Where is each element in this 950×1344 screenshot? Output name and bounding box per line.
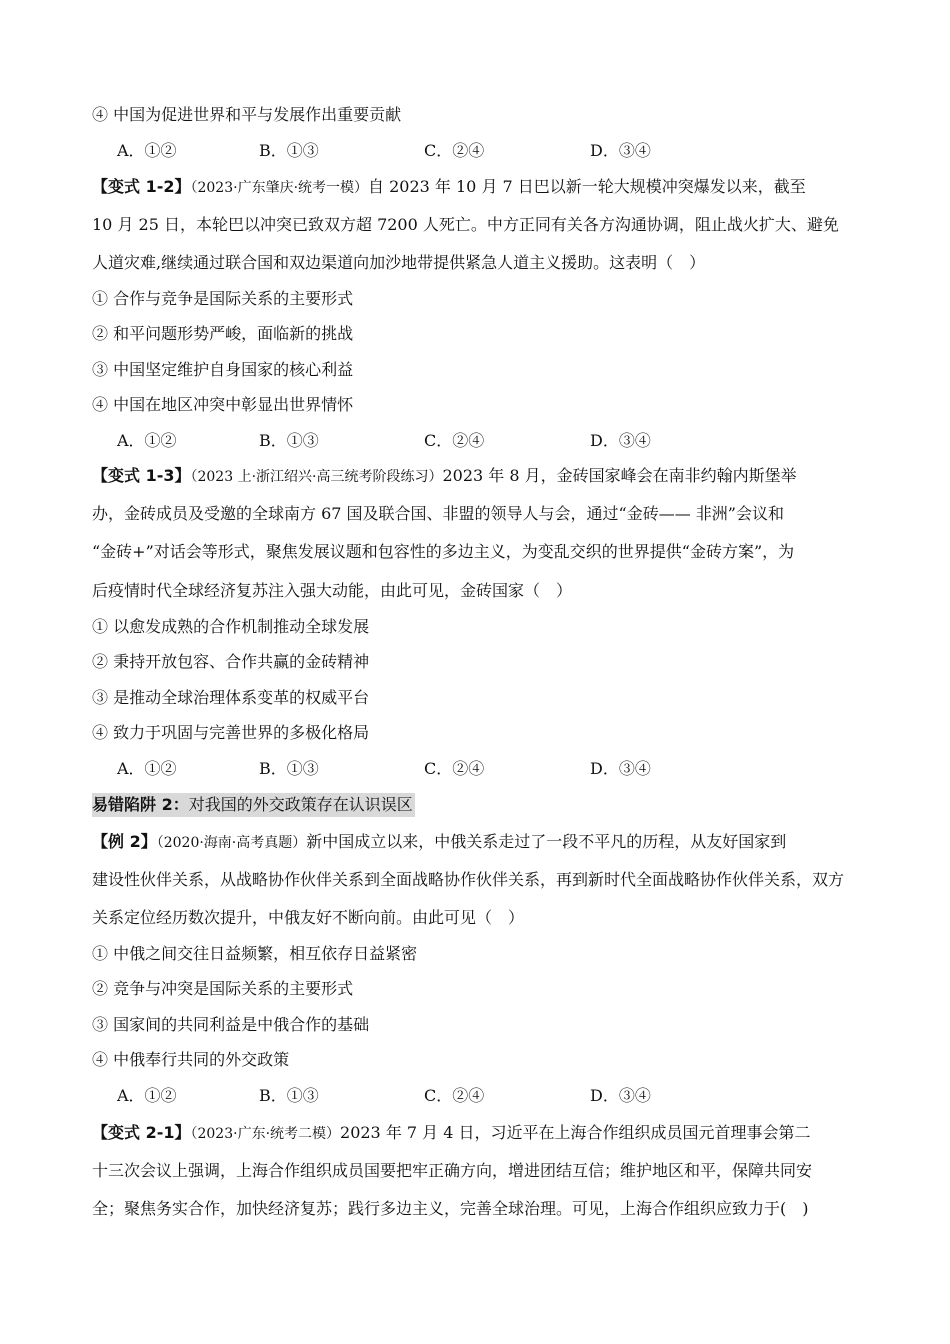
- choice-a: A．①②: [117, 141, 177, 160]
- choice-c: C．②④: [424, 141, 485, 160]
- v13-stem-line-2: 办，金砖成员及受邀的全球南方 67 国及联合国、非盟的领导人与会，通过“金砖—— 非洲”会议和: [92, 504, 784, 523]
- trap-title: 对我国的外交政策存在认识误区: [188, 795, 413, 814]
- v12-stem-line-1: [92, 176, 806, 199]
- question-tag: 【变式 1-3】: [92, 466, 191, 485]
- ex2-option-1: ① 中俄之间交往日益频繁，相互依存日益紧密: [92, 944, 418, 963]
- v21-stem-line-1: [92, 1122, 811, 1145]
- choice-b: B．①③: [259, 141, 319, 160]
- question-source: （2020·海南·高考真题）: [156, 835, 307, 851]
- v12-option-2: ② 和平问题形势严峻，面临新的挑战: [92, 324, 354, 343]
- choice-a: A．①②: [117, 431, 177, 450]
- v13-option-4: ④ 致力于巩固与完善世界的多极化格局: [92, 723, 370, 742]
- choice-c: C．②④: [424, 1086, 485, 1105]
- choice-b: B．①③: [259, 431, 319, 450]
- question-source: （2023 上·浙江绍兴·高三统考阶段练习）: [190, 469, 443, 485]
- stem-text: 新中国成立以来，中俄关系走过了一段不平凡的历程，从友好国家到: [306, 832, 787, 851]
- choice-d: D．③④: [590, 141, 651, 160]
- stem-text: 2023 年 7 月 4 日，习近平在上海合作组织成员国元首理事会第二: [340, 1123, 811, 1142]
- q0-option-4: ④ 中国为促进世界和平与发展作出重要贡献: [92, 105, 402, 124]
- choice-a: A．①②: [117, 759, 177, 778]
- ex2-option-4: ④ 中俄奉行共同的外交政策: [92, 1050, 290, 1069]
- choice-d: D．③④: [590, 431, 651, 450]
- v12-option-4: ④ 中国在地区冲突中彰显出世界情怀: [92, 395, 354, 414]
- v13-stem-line-1: [92, 465, 797, 488]
- v21-stem-line-3: 全；聚焦务实合作，加快经济复苏；践行多边主义，完善全球治理。可见，上海合作组织应致力于( ): [92, 1199, 809, 1218]
- question-source: （2023·广东·统考二模）: [190, 1126, 341, 1142]
- choice-a: A．①②: [117, 1086, 177, 1105]
- ex2-stem-line-3: 关系定位经历数次提升，中俄友好不断向前。由此可见（ ）: [92, 908, 525, 927]
- question-source: （2023·广东肇庆·统考一模）: [190, 180, 369, 196]
- v13-option-2: ② 秉持开放包容、合作共赢的金砖精神: [92, 652, 370, 671]
- v12-stem-line-2: 10 月 25 日，本轮巴以冲突已致双方超 7200 人死亡。中方正同有关各方沟通协调，阻止战火扩大、避免: [92, 215, 839, 234]
- trap-heading: [92, 793, 415, 817]
- ex2-option-2: ② 竞争与冲突是国际关系的主要形式: [92, 979, 354, 998]
- v12-option-1: ① 合作与竞争是国际关系的主要形式: [92, 289, 354, 308]
- choice-b: B．①③: [259, 1086, 319, 1105]
- trap-label: 易错陷阱 2：: [92, 795, 189, 814]
- choice-c: C．②④: [424, 759, 485, 778]
- question-tag: 【例 2】: [92, 832, 157, 851]
- ex2-stem-line-1: [92, 831, 786, 854]
- v12-option-3: ③ 中国坚定维护自身国家的核心利益: [92, 360, 354, 379]
- question-tag: 【变式 2-1】: [92, 1123, 191, 1142]
- ex2-stem-line-2: 建设性伙伴关系，从战略协作伙伴关系到全面战略协作伙伴关系，再到新时代全面战略协作伙伴关系，双方: [92, 870, 845, 889]
- v21-stem-line-2: 十三次会议上强调，上海合作组织成员国要把牢正确方向，增进团结互信；维护地区和平，保障共同安: [92, 1161, 813, 1180]
- choice-d: D．③④: [590, 759, 651, 778]
- v13-stem-line-4: 后疫情时代全球经济复苏注入强大动能，由此可见，金砖国家（ ）: [92, 581, 573, 600]
- stem-text: 2023 年 8 月，金砖国家峰会在南非约翰内斯堡举: [442, 466, 797, 485]
- choice-b: B．①③: [259, 759, 319, 778]
- v13-option-3: ③ 是推动全球治理体系变革的权威平台: [92, 688, 370, 707]
- choice-d: D．③④: [590, 1086, 651, 1105]
- v13-option-1: ① 以愈发成熟的合作机制推动全球发展: [92, 617, 370, 636]
- stem-text: 自 2023 年 10 月 7 日巴以新一轮大规模冲突爆发以来，截至: [368, 177, 806, 196]
- question-tag: 【变式 1-2】: [92, 177, 191, 196]
- v13-stem-line-3: “金砖+”对话会等形式，聚焦发展议题和包容性的多边主义，为变乱交织的世界提供“金砖方案”，为: [92, 542, 795, 561]
- choice-c: C．②④: [424, 431, 485, 450]
- v12-stem-line-3: 人道灾难,继续通过联合国和双边渠道向加沙地带提供紧急人道主义援助。这表明（ ）: [92, 253, 706, 272]
- ex2-option-3: ③ 国家间的共同利益是中俄合作的基础: [92, 1015, 370, 1034]
